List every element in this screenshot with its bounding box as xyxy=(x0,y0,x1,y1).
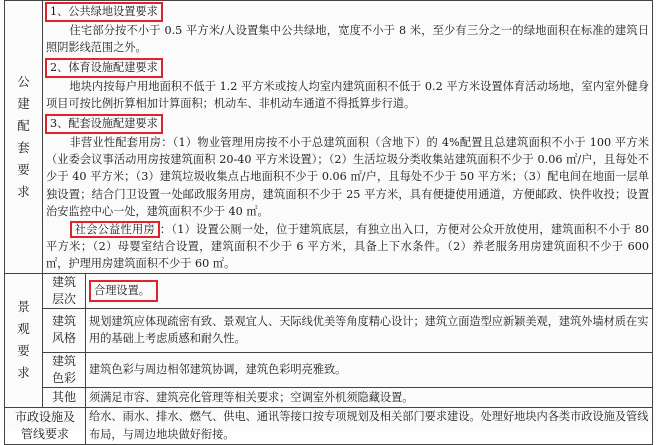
building-style-text: 规划建筑应体现疏密有致、景观宜人、天际线优美等角度精心设计；建筑立面造型应新颖美观，建筑外墙材质在实用的基础上考虑质感和耐久性。 xyxy=(86,308,653,352)
municipal-row xyxy=(5,407,653,444)
building-level-label: 建筑层次 xyxy=(43,273,86,308)
landscape-row-color xyxy=(5,352,653,387)
non-commercial-facility-text: 非营业性配套用房：（1）物业管理用房按不小于总建筑面积（含地下）的 4%配置且总建筑面积不小于 100 平方米（业委会议事活动用房按建筑面积 20-40 平方米设置）；（2）生活垃圾分类收集站建筑面积不少于 0.06 ㎡/户，且每处不少于 40 平方米；（3）建筑垃圾收集点占地面积不少于 0.06 ㎡/户，且每处不少于 50 平方米；（3）配电间在地面一层单独设置；结合门卫设置一处邮政服务用房，建筑面积不少于 25 平方米，具有便捷使用通道，方便邮政、快件收投；设置治安监控中心一处，建筑面积不少于 40 ㎡。 xyxy=(46,135,650,219)
sports-facility-heading: 2、体育设施配建要求 xyxy=(45,58,163,78)
landscape-row-style xyxy=(5,308,653,352)
sports-facility-text: 地块内按每户用地面积不低于 1.2 平方米或按人均室内建筑面积不低于 0.2 平方米设置体育活动场地，室内室外健身项目可按比例折算相加计算面积；机动车、非机动车通道不得抵算步行道。 xyxy=(46,79,650,111)
public-facilities-content xyxy=(43,1,653,274)
social-welfare-text: ：（1）设置公厕一处，位于建筑底层，有独立出入口，方便对公众开放使用，建筑面积不小于 80 平方米；（2）母婴室结合设置，建筑面积不少于 6 平方米，具备上下水条件。（2）养老服务用房建筑面积不少于 600 ㎡，护理用房建筑面积不少于 60 ㎡。 xyxy=(46,222,650,271)
landscape-category: 景观要求 xyxy=(5,273,43,407)
public-facilities-category: 公建配套要求 xyxy=(5,1,43,274)
municipal-label: 市政设施及管线要求 xyxy=(5,407,86,444)
landscape-row-other xyxy=(5,387,653,407)
building-style-label: 建筑风格 xyxy=(43,308,86,352)
building-level-text: 合理设置。 xyxy=(86,273,653,308)
social-welfare-label: 社会公益性用房 xyxy=(70,221,160,238)
requirements-table xyxy=(4,0,653,445)
building-color-text: 建筑色彩与周边相邻建筑协调，建筑色彩明亮雅致。 xyxy=(86,352,653,387)
supporting-facility-heading: 3、配套设施配建要求 xyxy=(45,114,163,134)
green-space-heading: 1、公共绿地设置要求 xyxy=(45,2,163,22)
building-color-label: 建筑色彩 xyxy=(43,352,86,387)
social-welfare-paragraph xyxy=(46,221,649,273)
other-text: 须满足市容、建筑亮化管理等相关要求；空调室外机须隐藏设置。 xyxy=(86,387,653,407)
green-space-text: 住宅部分按不小于 0.5 平方米/人设置集中公共绿地，宽度不小于 8 米，至少有三分之一的绿地面积在标准的建筑日照阴影线范围之外。 xyxy=(46,24,650,55)
municipal-text: 给水、雨水、排水、燃气、供电、通讯等接口按专项规划及相关部门要求建设。处理好地块内各类市政设施及管线布局，与周边地块做好衔接。 xyxy=(86,407,653,444)
landscape-row-level xyxy=(5,273,653,308)
other-label: 其他 xyxy=(43,387,86,407)
public-facilities-row xyxy=(5,1,653,274)
